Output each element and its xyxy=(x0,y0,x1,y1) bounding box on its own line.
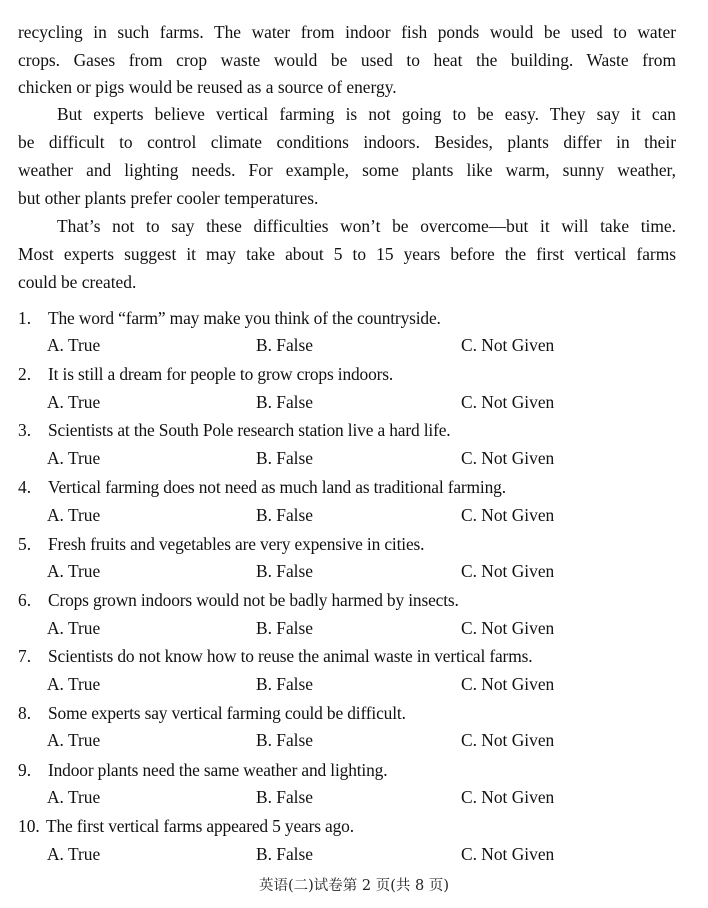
question-text: Crops grown indoors would not be badly harmed by insects. xyxy=(48,590,459,610)
option-false[interactable]: B. False xyxy=(256,674,314,694)
question-text: Indoor plants need the same weather and lighting. xyxy=(48,760,388,780)
passage-line: crops. Gases from crop waste would be used to heat the building. Waste from xyxy=(18,50,676,70)
question-number: 4. xyxy=(18,477,32,497)
question-text: Some experts say vertical farming could be difficult. xyxy=(48,703,406,723)
option-false[interactable]: B. False xyxy=(256,335,314,355)
passage-line: That’s not to say these difficulties won’t be overcome—but it will take time. xyxy=(57,216,676,236)
option-true[interactable]: A. True xyxy=(47,618,101,638)
passage-line: but other plants prefer cooler temperatures. xyxy=(18,188,319,208)
question-text: It is still a dream for people to grow crops indoors. xyxy=(48,364,394,384)
question-number: 8. xyxy=(18,703,32,723)
passage-line: chicken or pigs would be reused as a source of energy. xyxy=(18,77,397,97)
question-number: 5. xyxy=(18,534,32,554)
passage-line: be difficult to control climate conditions indoors. Besides, plants differ in their xyxy=(18,132,676,152)
passage-line: But experts believe vertical farming is not going to be easy. They say it can xyxy=(57,104,676,124)
option-not-given[interactable]: C. Not Given xyxy=(461,844,555,864)
option-true[interactable]: A. True xyxy=(47,505,101,525)
passage-line: recycling in such farms. The water from indoor fish ponds would be used to water xyxy=(18,22,676,42)
option-true[interactable]: A. True xyxy=(47,448,101,468)
option-not-given[interactable]: C. Not Given xyxy=(461,505,555,525)
option-not-given[interactable]: C. Not Given xyxy=(461,730,555,750)
option-not-given[interactable]: C. Not Given xyxy=(461,618,555,638)
option-true[interactable]: A. True xyxy=(47,335,101,355)
option-true[interactable]: A. True xyxy=(47,392,101,412)
option-not-given[interactable]: C. Not Given xyxy=(461,561,555,581)
option-false[interactable]: B. False xyxy=(256,448,314,468)
question-number: 2. xyxy=(18,364,32,384)
option-false[interactable]: B. False xyxy=(256,730,314,750)
question-text: The first vertical farms appeared 5 years ago. xyxy=(46,816,354,836)
option-false[interactable]: B. False xyxy=(256,844,314,864)
option-not-given[interactable]: C. Not Given xyxy=(461,787,555,807)
option-true[interactable]: A. True xyxy=(47,674,101,694)
question-number: 6. xyxy=(18,590,32,610)
passage-line: Most experts suggest it may take about 5 to 15 years before the first vertical farms xyxy=(18,244,676,264)
option-not-given[interactable]: C. Not Given xyxy=(461,392,555,412)
question-text: Fresh fruits and vegetables are very expensive in cities. xyxy=(48,534,425,554)
question-text: Scientists do not know how to reuse the animal waste in vertical farms. xyxy=(48,646,533,666)
question-number: 1. xyxy=(18,308,32,328)
passage-line: weather and lighting needs. For example, some plants like warm, sunny weather, xyxy=(18,160,676,180)
page-footer: 英语(二)试卷第 2 页(共 8 页) xyxy=(258,878,449,894)
option-false[interactable]: B. False xyxy=(256,392,314,412)
question-text: Scientists at the South Pole research station live a hard life. xyxy=(48,420,451,440)
question-text: Vertical farming does not need as much land as traditional farming. xyxy=(48,477,506,497)
option-false[interactable]: B. False xyxy=(256,618,314,638)
option-true[interactable]: A. True xyxy=(47,844,101,864)
option-false[interactable]: B. False xyxy=(256,787,314,807)
question-number: 9. xyxy=(18,760,32,780)
passage-line: could be created. xyxy=(18,272,137,292)
question-number: 3. xyxy=(18,420,32,440)
option-false[interactable]: B. False xyxy=(256,561,314,581)
option-false[interactable]: B. False xyxy=(256,505,314,525)
option-true[interactable]: A. True xyxy=(47,561,101,581)
question-text: The word “farm” may make you think of the countryside. xyxy=(48,308,441,328)
option-not-given[interactable]: C. Not Given xyxy=(461,674,555,694)
question-number: 7. xyxy=(18,646,32,666)
option-not-given[interactable]: C. Not Given xyxy=(461,448,555,468)
question-number: 10. xyxy=(18,816,40,836)
option-not-given[interactable]: C. Not Given xyxy=(461,335,555,355)
option-true[interactable]: A. True xyxy=(47,730,101,750)
option-true[interactable]: A. True xyxy=(47,787,101,807)
